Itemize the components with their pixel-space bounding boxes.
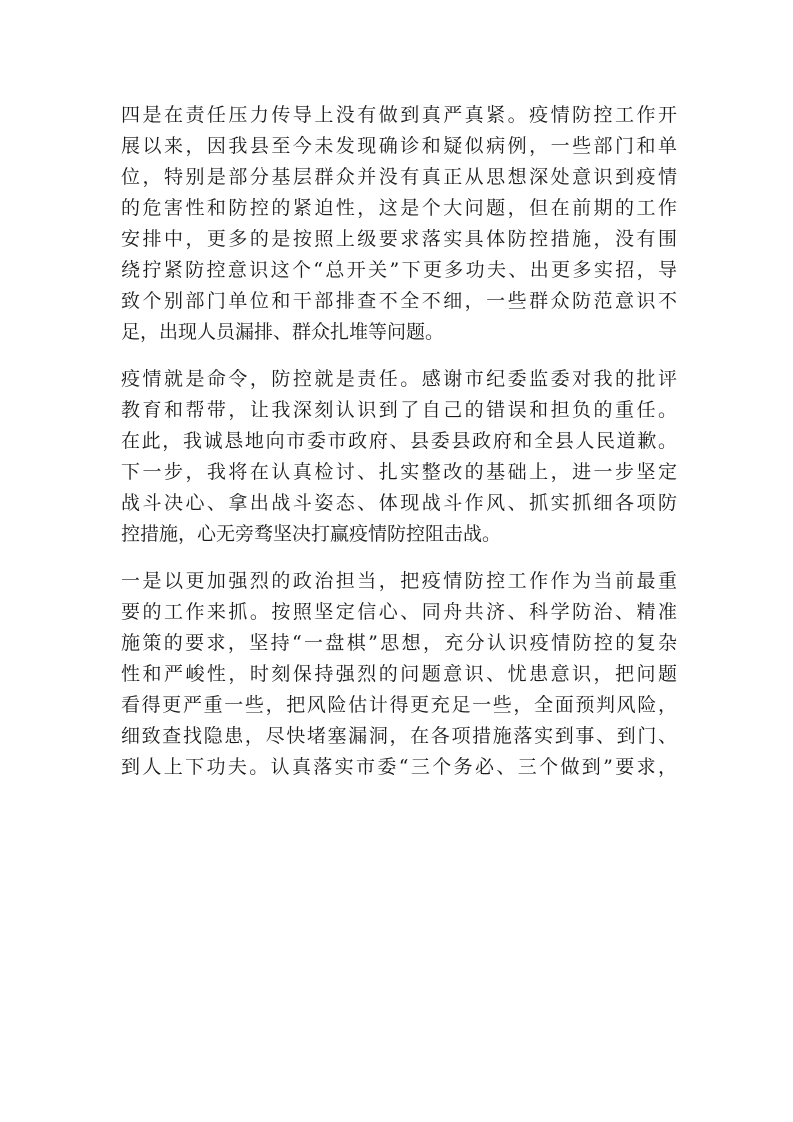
document-body bbox=[121, 100, 677, 783]
text-line: 的危害性和防控的紧迫性，这是个大问题，但在前期的工作 bbox=[121, 197, 677, 219]
text-line: 施策的要求，坚持“一盘棋”思想，充分认识疫情防控的复杂 bbox=[121, 632, 677, 654]
text-line: 到人上下功夫。认真落实市委“三个务必、三个做到”要求， bbox=[121, 756, 677, 778]
text-line: 战斗决心、拿出战斗姿态、体现战斗作风、抓实抓细各项防 bbox=[121, 492, 677, 514]
text-line: 致个别部门单位和干部排查不全不细，一些群众防范意识不 bbox=[121, 290, 677, 312]
text-line: 细致查找隐患，尽快堵塞漏洞，在各项措施落实到事、到门、 bbox=[121, 725, 677, 747]
text-line: 看得更严重一些，把风险估计得更充足一些，全面预判风险， bbox=[121, 694, 677, 716]
text-line: 安排中，更多的是按照上级要求落实具体防控措施，没有围 bbox=[121, 228, 677, 250]
text-line: 控措施，心无旁骛坚决打赢疫情防控阻击战。 bbox=[121, 523, 502, 545]
text-line: 疫情就是命令，防控就是责任。感谢市纪委监委对我的批评 bbox=[121, 368, 677, 390]
text-line: 教育和帮带，让我深刻认识到了自己的错误和担负的重任。 bbox=[121, 399, 677, 421]
paragraph-responsibility-pressure bbox=[121, 100, 677, 348]
text-line: 在此，我诚恳地向市委市政府、县委县政府和全县人民道歉。 bbox=[121, 430, 677, 452]
text-line: 展以来，因我县至今未发现确诊和疑似病例，一些部门和单 bbox=[121, 135, 677, 157]
text-line: 性和严峻性，时刻保持强烈的问题意识、忧患意识，把问题 bbox=[121, 663, 677, 685]
text-line: 一是以更加强烈的政治担当，把疫情防控工作作为当前最重 bbox=[121, 570, 677, 592]
text-line: 下一步，我将在认真检讨、扎实整改的基础上，进一步坚定 bbox=[121, 461, 677, 483]
text-line: 位，特别是部分基层群众并没有真正从思想深处意识到疫情 bbox=[121, 166, 677, 188]
text-line: 绕拧紧防控意识这个“总开关”下更多功夫、出更多实招，导 bbox=[121, 259, 677, 281]
paragraph-apology bbox=[121, 364, 677, 550]
text-line: 四是在责任压力传导上没有做到真严真紧。疫情防控工作开 bbox=[121, 104, 677, 126]
text-line: 要的工作来抓。按照坚定信心、同舟共济、科学防治、精准 bbox=[121, 601, 677, 623]
text-line: 足，出现人员漏排、群众扎堆等问题。 bbox=[121, 321, 445, 343]
paragraph-political-commitment bbox=[121, 566, 677, 783]
